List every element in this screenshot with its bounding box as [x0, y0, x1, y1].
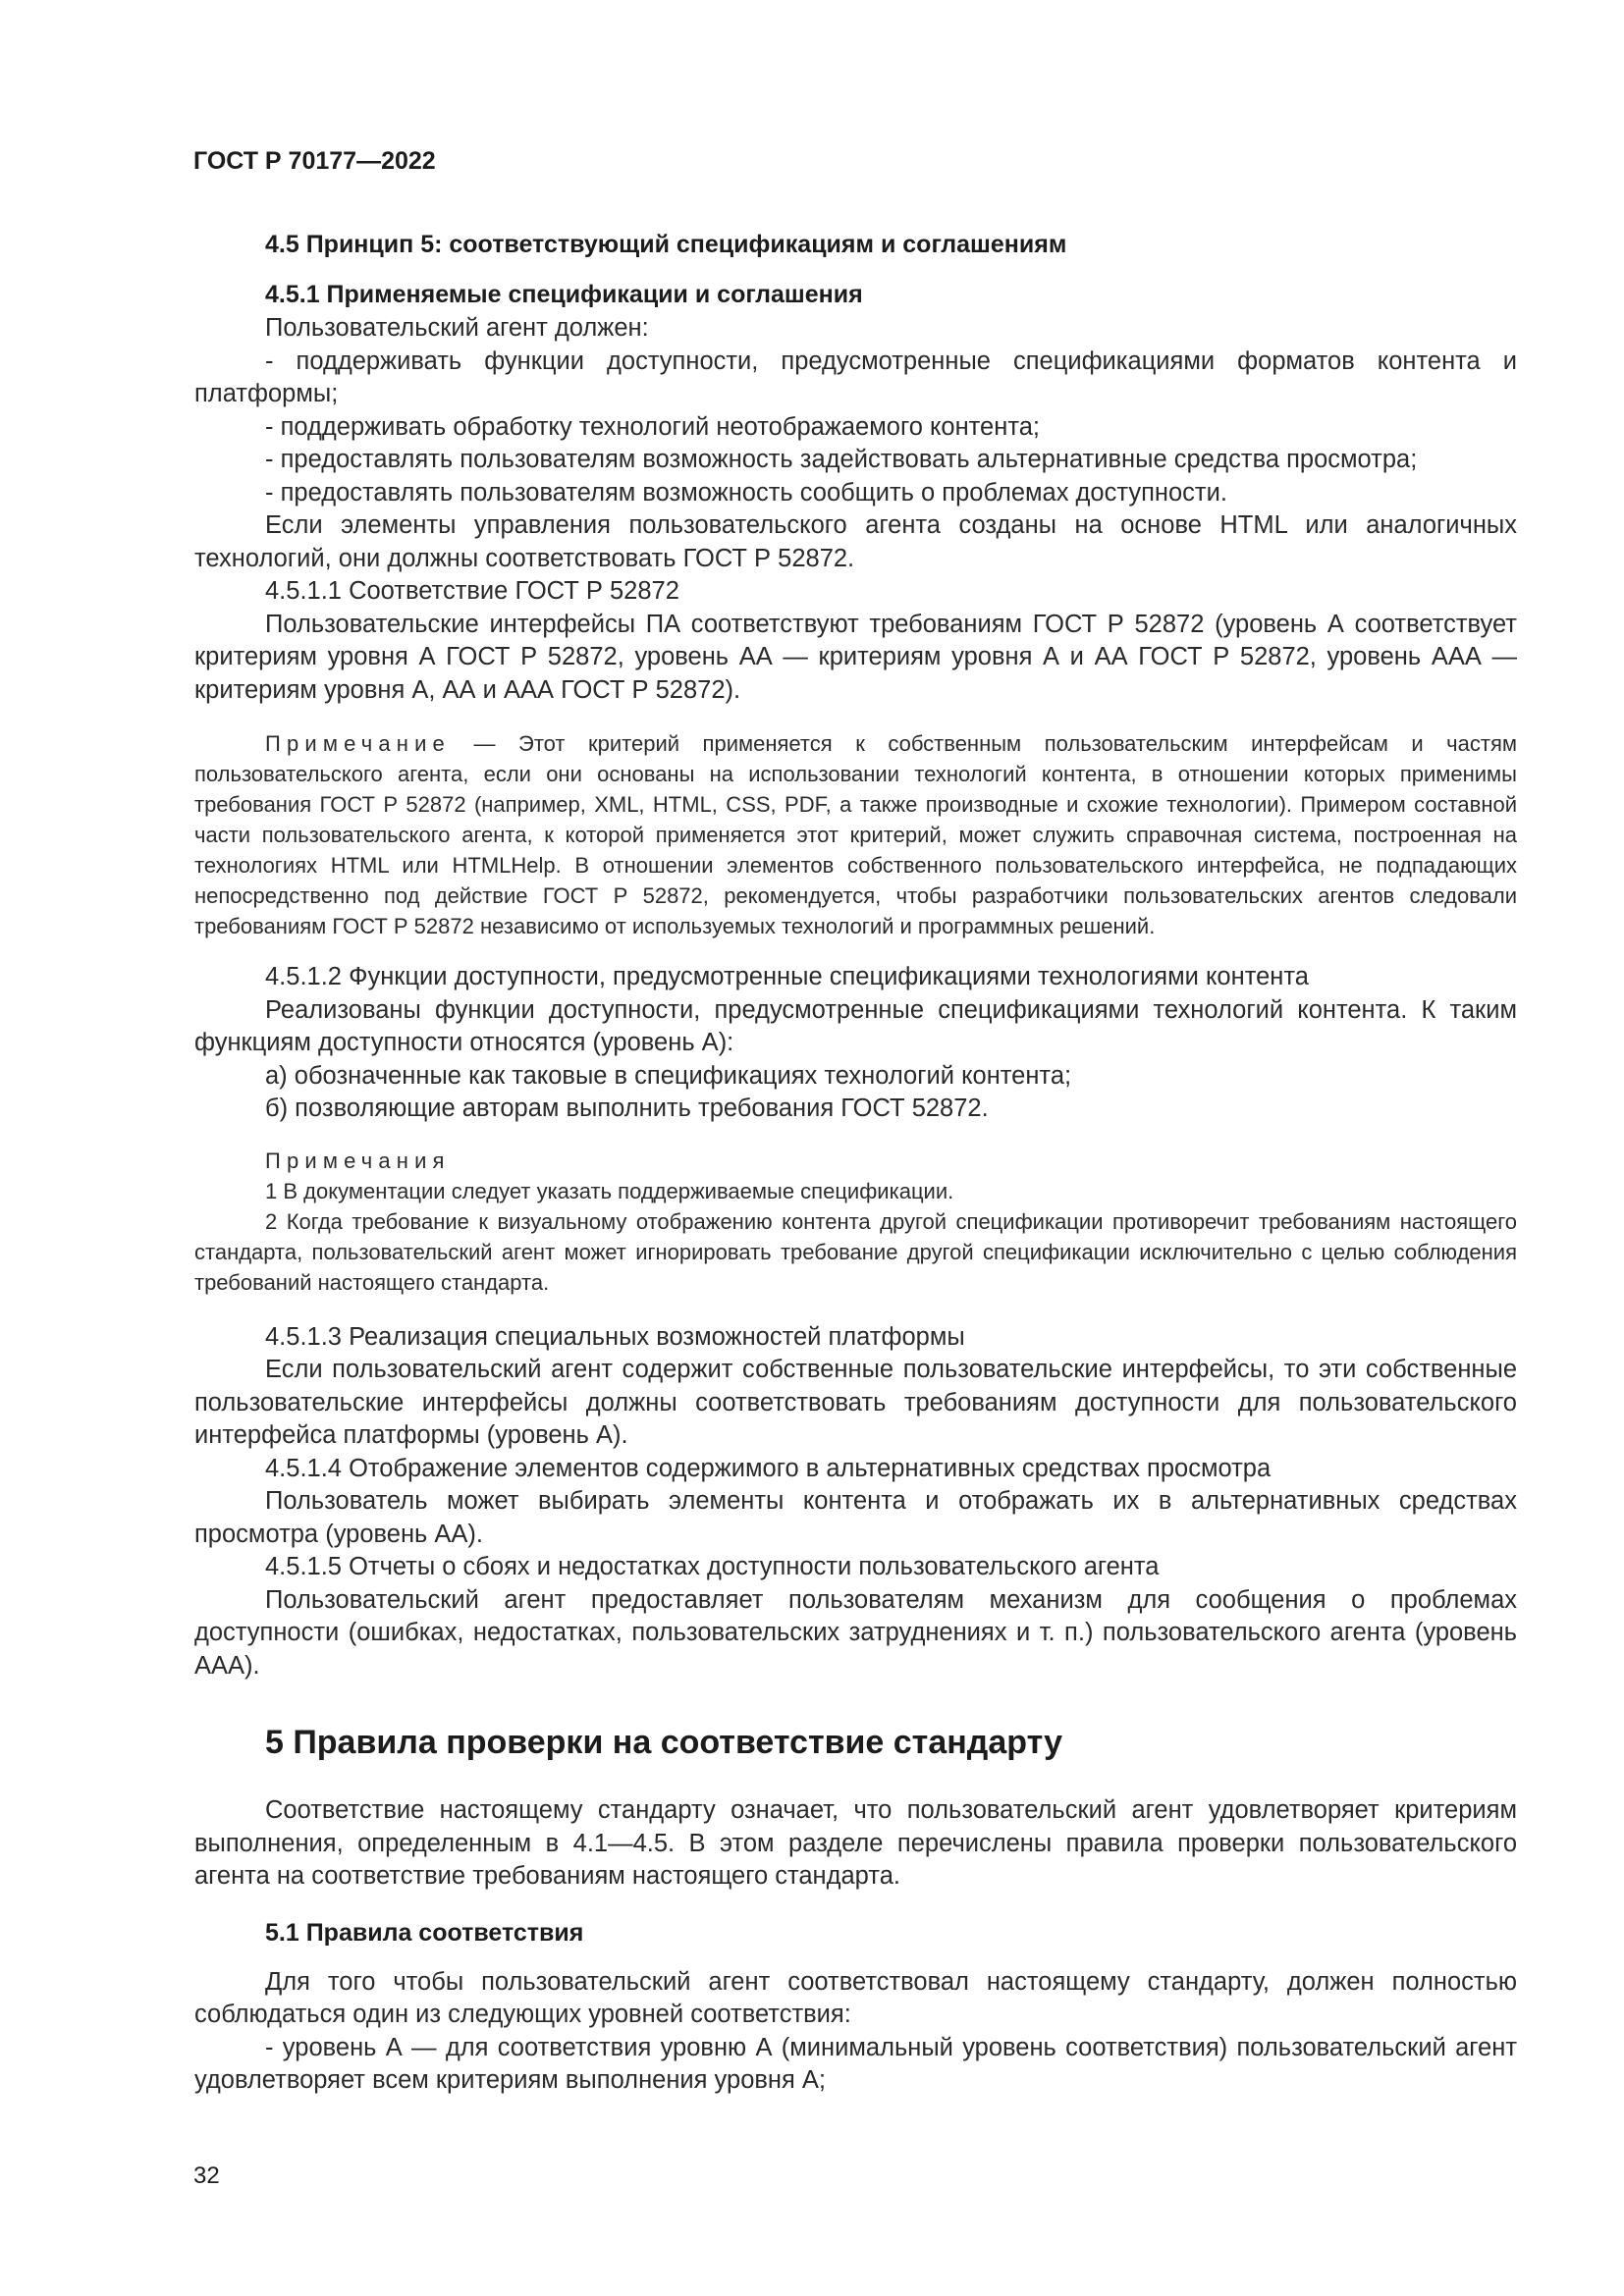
html-controls-paragraph: Если элементы управления пользовательского агента созданы на основе HTML или аналогичных технологий, они должны соответствовать ГОСТ Р 52872. — [194, 511, 1517, 572]
clause-4-5-1-2-text: Реализованы функции доступности, предусмотренные спецификациями технологий контента. К таким функциям доступности относятся (уровень А): — [194, 995, 1517, 1056]
section-5-text: Соответствие настоящему стандарту означает, что пользовательский агент удовлетворяет критериям выполнения, определенным в 4.1—4.5. В этом разделе перечислены правила проверки пользовательского агента на соответствие требованиям настоящего стандарта. — [194, 1796, 1517, 1890]
list-item: - предоставлять пользователям возможность сообщить о проблемах доступности. — [265, 478, 1227, 507]
page-number: 32 — [193, 2163, 220, 2189]
clause-4-5-1-1-text: Пользовательские интерфейсы ПА соответствуют требованиям ГОСТ Р 52872 (уровень А соответствует критериям уровня А ГОСТ Р 52872, уровень АА — критериям уровня А и АА ГОСТ Р 52872, уровень ААА — критериям уровня А, АА и ААА ГОСТ Р 52872). — [194, 610, 1517, 704]
note-paragraph — [194, 728, 1517, 941]
clause-4-5-1-3-title: 4.5.1.3 Реализация специальных возможностей платформы — [265, 1322, 965, 1351]
list-item: - поддерживать функции доступности, предусмотренные спецификациями форматов контента и платформы; — [194, 347, 1517, 407]
section-4-5-1-heading: 4.5.1 Применяемые спецификации и соглашения — [265, 281, 863, 308]
clause-4-5-1-5-text: Пользовательский агент предоставляет пользователям механизм для сообщения о проблемах доступности (ошибках, недостатках, пользовательских затруднениях и т. п.) пользовательского агента (уровень ААА). — [194, 1585, 1517, 1680]
list-item: а) обозначенные как таковые в спецификациях технологий контента; — [265, 1061, 1072, 1090]
clause-4-5-1-5-title: 4.5.1.5 Отчеты о сбоях и недостатках доступности пользовательского агента — [265, 1553, 1160, 1580]
standard-id: ГОСТ Р 70177—2022 — [193, 147, 436, 175]
section-4-5-heading: 4.5 Принцип 5: соответствующий спецификациям и соглашениям — [265, 231, 1067, 258]
note-item: 2 Когда требование к визуальному отображению контента другой спецификации противоречит требованиям настоящего стандарта, пользовательский агент может игнорировать требование другой спецификации исключительно с целью соблюдения требований настоящего стандарта. — [194, 1208, 1517, 1295]
page-content — [194, 227, 1517, 2098]
clause-4-5-1-3-text: Если пользовательский агент содержит собственные пользовательские интерфейсы, то эти собственные пользовательские интерфейсы должны соответствовать требованиям доступности для пользовательского интерфейса платформы (уровень А). — [194, 1356, 1517, 1449]
clause-4-5-1-4-text: Пользователь может выбирать элементы контента и отображать их в альтернативных средствах просмотра (уровень АА). — [194, 1487, 1517, 1548]
section-4-5-1-intro: Пользовательский агент должен: — [265, 314, 649, 342]
section-5-heading: 5 Правила проверки на соответствие стандарту — [265, 1724, 1062, 1761]
list-item: - поддерживать обработку технологий неотображаемого контента; — [265, 412, 1040, 441]
notes-title: Примечания — [265, 1148, 451, 1173]
clause-4-5-1-1-title: 4.5.1.1 Соответствие ГОСТ Р 52872 — [265, 577, 679, 605]
note-label: Примечание — [265, 731, 451, 756]
list-item: б) позволяющие авторам выполнить требования ГОСТ 52872. — [265, 1095, 989, 1122]
section-5-1-heading: 5.1 Правила соответствия — [265, 1918, 584, 1947]
section-5-1-text: Для того чтобы пользовательский агент соответствовал настоящему стандарту, должен полностью соблюдаться один из следующих уровней соответствия: — [194, 1967, 1517, 2028]
list-item: - уровень А — для соответствия уровню А (минимальный уровень соответствия) пользовательский агент удовлетворяет всем критериям выполнения уровня А; — [194, 2033, 1517, 2094]
clause-4-5-1-4-title: 4.5.1.4 Отображение элементов содержимого в альтернативных средствах просмотра — [265, 1454, 1272, 1482]
note-text: — Этот критерий применяется к собственным пользовательским интерфейсам и частям пользовательского агента, если они основаны на использовании технологий контента, в отношении которых применимы требования ГОСТ Р 52872 (например, XML, HTML, CSS, PDF, а также производные и схожие технологии). Примером составной части пользовательского агента, к которой применяется этот критерий, может служить справочная система, построенная на технологиях HTML или HTMLHelp. В отношении элементов собственного пользовательского интерфейса, не подпадающих непосредственно под действие ГОСТ Р 52872, рекомендуется, чтобы разработчики пользовательских агентов следовали требованиям ГОСТ Р 52872 независимо от используемых технологий и программных решений. — [194, 731, 1517, 938]
note-item: 1 В документации следует указать поддерживаемые спецификации. — [265, 1178, 954, 1203]
clause-4-5-1-2-title: 4.5.1.2 Функции доступности, предусмотренные спецификациями технологиями контента — [265, 963, 1309, 990]
list-item: - предоставлять пользователям возможность задействовать альтернативные средства просмотра; — [265, 446, 1418, 473]
